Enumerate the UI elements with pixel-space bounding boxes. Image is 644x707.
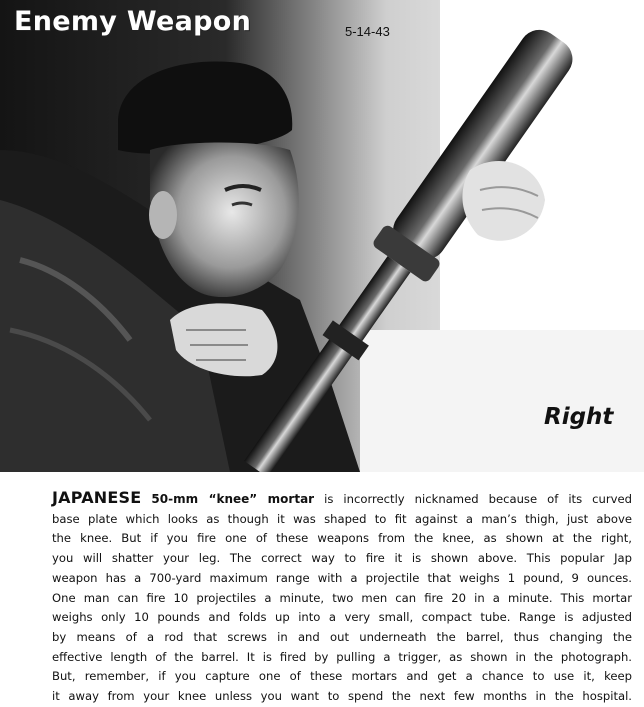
article-line-10: But, remember, if you capture one of these mortars and get a chance to use it, keep [52,669,632,684]
article-body [52,488,632,707]
article-line-1 [52,488,632,510]
page-title: Enemy Weapon [14,6,252,37]
date-stamp: 5-14-43 [345,24,390,39]
article-line-3: the knee. But if you fire one of these weapons from the knee, as shown at the right, [52,531,632,546]
article-subject: 50-mm “knee” mortar [151,492,315,506]
article-line-9: effective length of the barrel. It is fired by pulling a trigger, as shown in the photograph. [52,649,632,664]
article-line-2: base plate which looks as though it was shaped to fit against a man’s thigh, just above [52,511,632,526]
article-line-6: One man can fire 10 projectiles a minute, two men can fire 20 in a minute. This mortar [52,590,632,605]
article-line-7: weighs only 10 pounds and folds up into a very small, compact tube. Range is adjusted [52,610,632,625]
article-line-4: you will shatter your leg. The correct way to fire it is shown above. This popular Jap [52,551,632,566]
article-line-5: weapon has a 700-yard maximum range with a projectile that weighs 1 pound, 9 ounces. [52,570,632,585]
photo-caption-right: Right [544,404,614,430]
article-line-8: by means of a rod that screws in and out underneath the barrel, thus changing the [52,629,632,644]
article-lead: JAPANESE [52,488,142,507]
article-text: is incorrectly nicknamed because of its curved [314,492,632,506]
article-line-11: it away from your knee unless you want to spend the next few months in the hospital. [52,689,632,704]
